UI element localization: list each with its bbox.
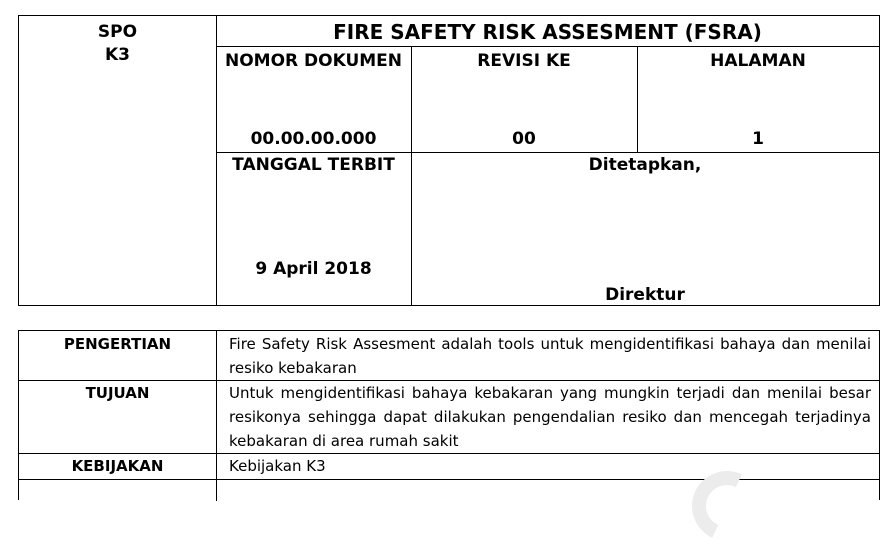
ditetapkan-label: Ditetapkan,: [588, 155, 702, 175]
divider: [216, 331, 217, 501]
kebijakan-label: KEBIJAKAN: [71, 457, 164, 475]
nomor-dokumen-value: 00.00.00.000: [250, 129, 377, 149]
document-header-table: [18, 15, 880, 306]
kebijakan-text: Kebijakan K3: [229, 457, 326, 475]
tujuan-text: Untuk mengidentifikasi bahaya kebakaran yang mungkin terjadi dan menilai besar resikonya sehingga dapat dilakukan pengendalian resiko dan mencegah terjadinya kebakaran di area rumah sakit: [229, 384, 871, 450]
pengertian-label: PENGERTIAN: [63, 335, 172, 353]
halaman-value: 1: [752, 129, 764, 149]
procedure-table: [18, 330, 880, 500]
divider: [411, 46, 412, 305]
tanggal-terbit-value: 9 April 2018: [255, 259, 372, 279]
divider: [216, 46, 879, 47]
revisi-value: 00: [512, 129, 536, 149]
tujuan-label: TUJUAN: [85, 384, 150, 402]
direktur-label: Direktur: [605, 285, 685, 305]
nomor-dokumen-label: NOMOR DOKUMEN: [224, 51, 403, 71]
revisi-label: REVISI KE: [477, 51, 571, 71]
document-title: FIRE SAFETY RISK ASSESMENT (FSRA): [333, 20, 762, 44]
spo-k3-label: K3: [104, 45, 130, 65]
halaman-label: HALAMAN: [710, 51, 806, 71]
divider: [216, 152, 879, 153]
tanggal-terbit-label: TANGGAL TERBIT: [232, 155, 395, 175]
spo-label: SPO: [97, 22, 138, 42]
pengertian-text: Fire Safety Risk Assesment adalah tools untuk mengidentifikasi bahaya dan menilai resiko kebakaran: [229, 335, 871, 377]
